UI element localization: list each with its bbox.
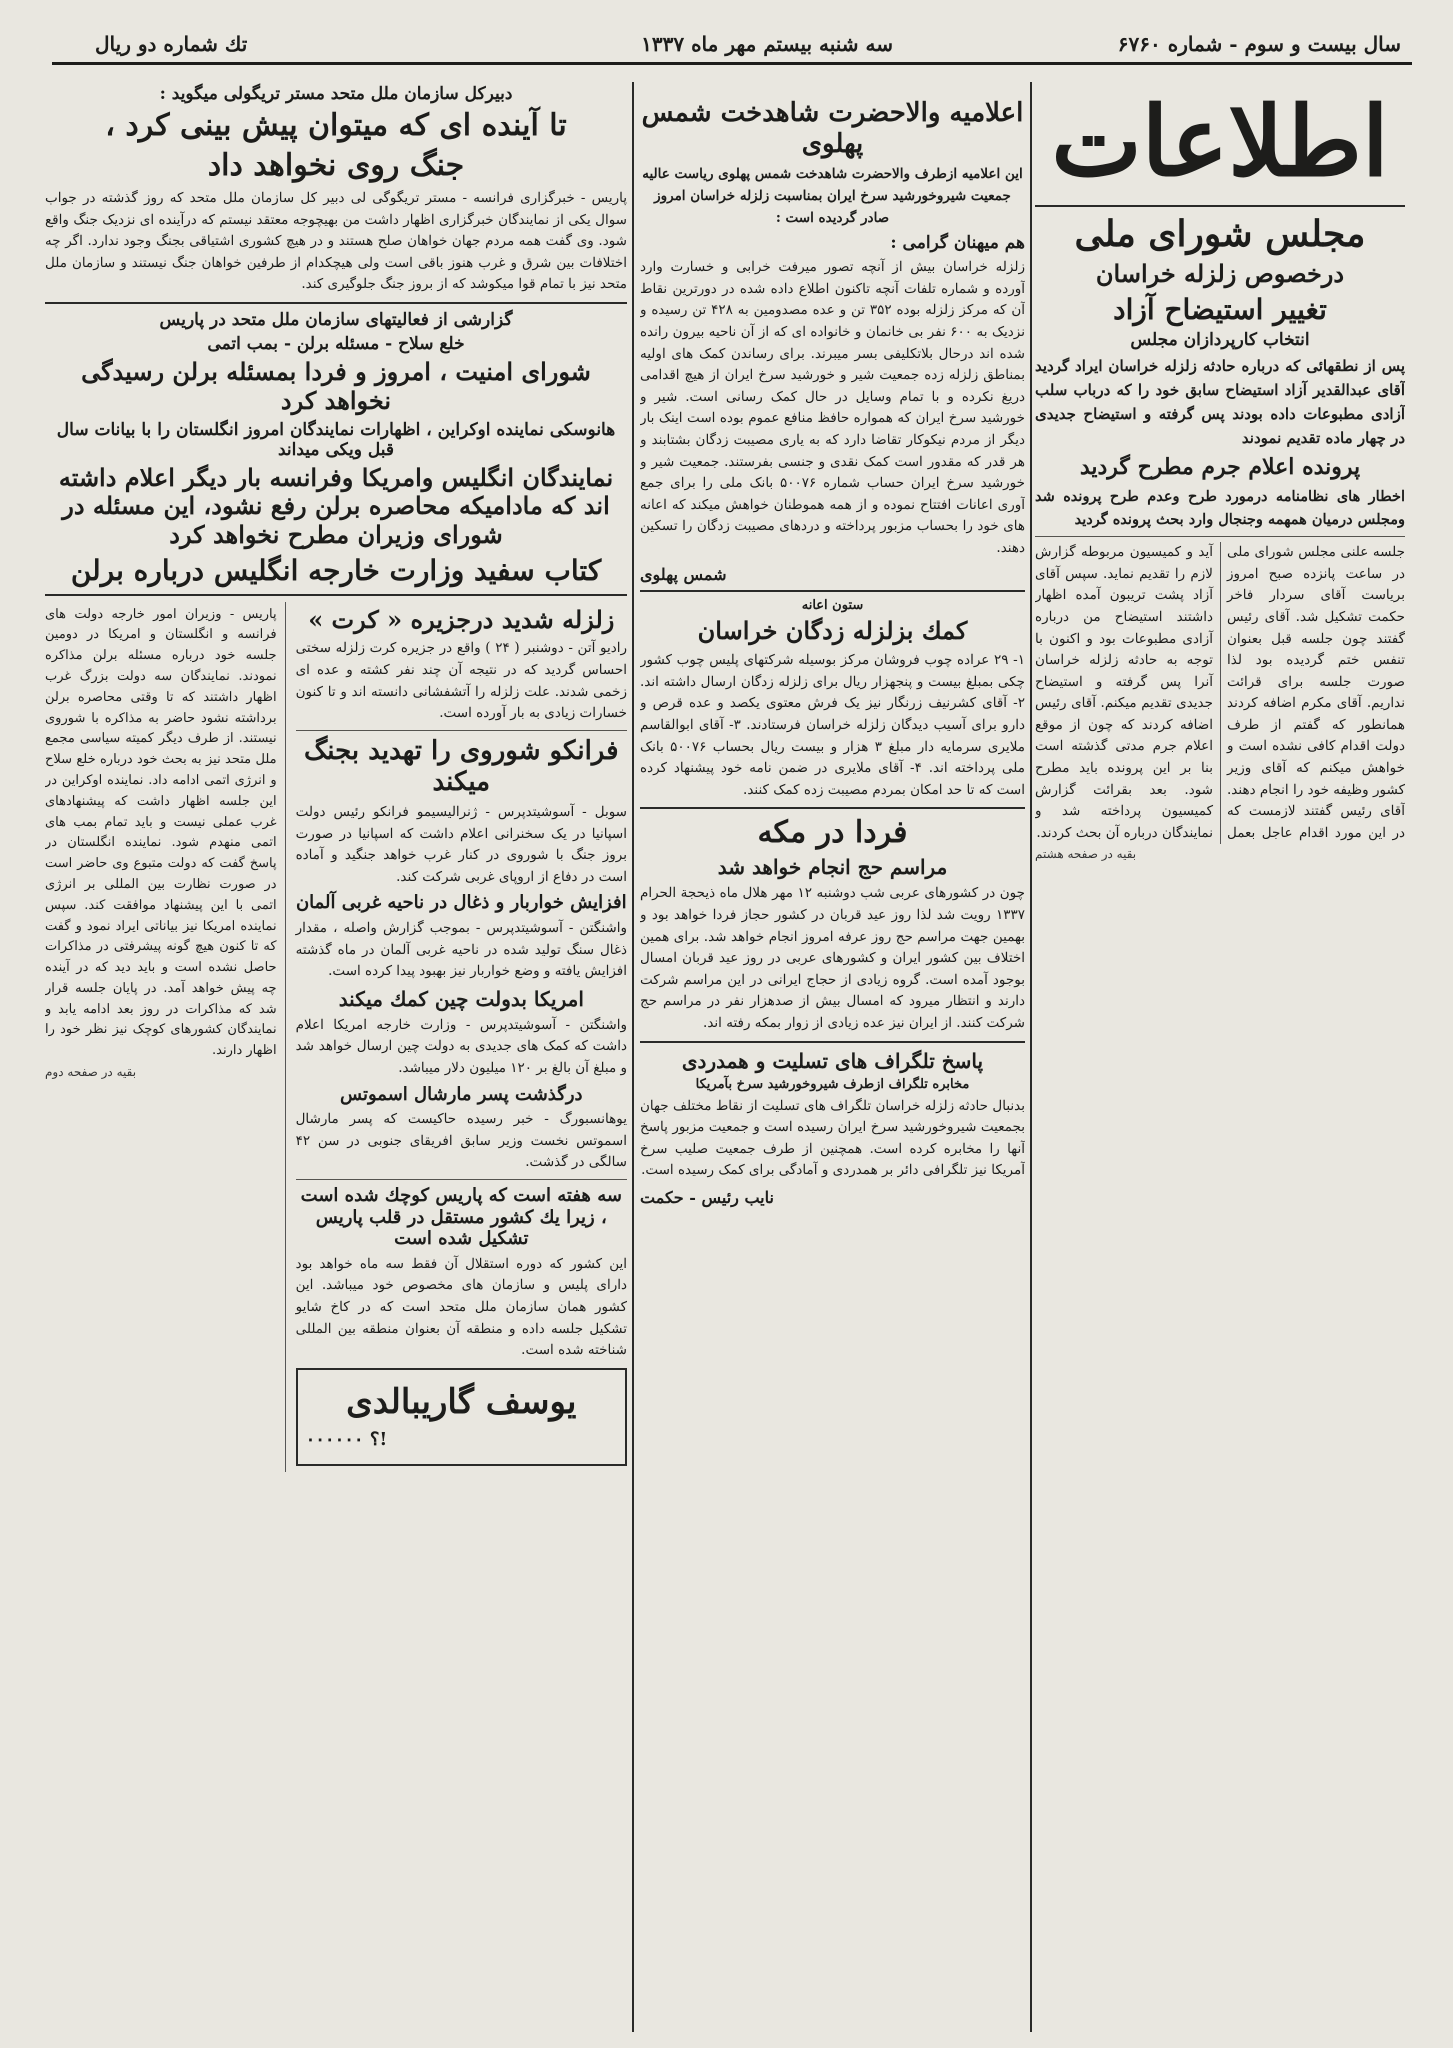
- right-column: [1035, 80, 1405, 2040]
- statement-body: زلزله خراسان بیش از آنچه تصور میرفت خرابی و خسارت وارد آورده و شماره تلفات آنچه تاکنون اطلاع داده شده در دورترین نقاط آن که مرکز زلزله بوده ۳۵۲ تن و عده مصدومین به ۴۲۸ تن رسیده و نزدیک به ۶۰۰ نفر بی خانمان و خانواده ای که از آن ناحیه بیرون رانده شده اند درحال بلاتکلیفی بسر میبرند. برای رساندن کمک های اولیه بمناطق زلزله زده جمعیت شیر و خورشید سرخ ایران از هیچ اقدامی دریغ نکرده و با تمام وسایل در حال کمک رسانی است. شیر و خورشید سرخ ایران که همواره حافظ منافع عموم بوده است اینک بار دیگر از مردم نیکوکار تقاضا دارد که به یاری مصیبت زدگان بشتابند و هر قدر که مقدور است کمک نقدی و جنسی بفرستند. جمعیت شیر و خورشید سرخ ایران حساب شماره ۵۰۰۷۶ بانک ملی را برای جمع آوری اعانات افتتاح نموده و از همه هموطنان خواهش میکند که اعانه های خود را بحساب مزبور پرداخته و دردهای مصیبت زدگان را تسکین دهند.: [640, 259, 1025, 556]
- masthead-logo: اطلاعات: [1051, 85, 1389, 198]
- session-report: جلسه علنی مجلس شورای ملی در ساعت پانزده صبح امروز بریاست آقای سردار فاخر حکمت تشکیل شد. آقای رئیس گفتند چون جلسه قبل بعنوان تنفس ختم گردیده بود لذا صورت جلسه برای قرائت نداریم. آقای مکرم اضافه کردند همانطور که گفتم از طرف دولت اقدام کافی نشده است و خواهش میکنم که آقای وزیر کشور وظیفه خود را انجام دهند. آقای رئیس گفتند لازمست که در این مورد اقدام عاجل بعمل آید و کمیسیون مربوطه گزارش لازم را تقدیم نماید. سپس آقای آزاد پشت تریبون آمده اظهار داشتند استیضاح من درباره آزادی مطبوعات بود و اکنون با توجه به حادثه زلزله خراسان آنرا پس گرفته و استیضاح جدیدی تقدیم میکنم. آقای رئیس اضافه کردند که چون از موقع اعلام جرم مدتی گذشته است بنا بر این پرونده باید مطرح شود. بعد بقرائت گزارش کمیسیون پرداخته شد و نمایندگان درباره آن بحث کردند.: [1035, 544, 1405, 841]
- franco-body: سوبل - آسوشیتدپرس - ژنرالیسیمو فرانکو رئیس دولت اسپانیا در یک سخنرانی اعلام داشت که اسپانیا در صورت بروز جنگ با شوروی در کنار غرب خواهد جنگید و آماده است در دفاع از اروپای غربی شرکت کند.: [295, 804, 627, 885]
- divider: [640, 590, 1025, 592]
- subhead-khorasan: درخصوص زلزله خراسان: [1095, 258, 1345, 288]
- divider: [640, 1041, 1025, 1043]
- headline-white-paper: کتاب سفید وزارت خارجه انگلیس درباره برلن: [70, 553, 602, 587]
- left-lower-main: [296, 602, 627, 1472]
- kicker-officers: انتخاب کارپردازان مجلس: [1130, 330, 1310, 351]
- divider: [45, 302, 627, 304]
- subhead-condolence: مخابره تلگراف ازطرف شیروخورشید سرخ بآمریکا: [695, 1076, 970, 1092]
- kicker-un: دبیرکل سازمان ملل متحد مستر تریگولی میگوید :: [159, 84, 513, 104]
- condolence-signature: نایب رئیس - حکمت: [640, 1187, 774, 1207]
- statement-intro: این اعلامیه ازطرف والاحضرت شاهدخت شمس پهلوی ریاست عالیه جمعیت شیروخورشید سرخ ایران بمناسبت زلزله خراسان امروز صادر گردیده است :: [642, 166, 1023, 226]
- salutation: هم میهنان گرامی :: [890, 233, 1025, 254]
- headline-majlis: مجلس شورای ملی: [1074, 212, 1366, 255]
- header-rule: [52, 62, 1412, 65]
- condolence-body: بدنبال حادثه زلزله خراسان تلگراف های تسلیت از نقاط مختلف جهان بجمعیت شیروخورشید سرخ ایران رسیده است و جمعیت مزبور پاسخ آنها را مخابره کرده است. همچنین از طرف جمعیت صلیب سرخ آمریکا نیز تلگرافی دائر بر همدردی و آمادگی برای کمک رسیده است.: [640, 1097, 1025, 1179]
- headline-china: امریکا بدولت چین کمك میکند: [338, 986, 584, 1011]
- signature: شمس پهلوی: [640, 565, 727, 585]
- headline-crete: زلزله شدید درجزیره « کرت »: [308, 604, 615, 634]
- headline-no-war: جنگ روی نخواهد داد: [207, 148, 465, 183]
- divider: [640, 807, 1025, 809]
- headline-condolence: پاسخ تلگراف های تسلیت و همدردی: [681, 1048, 984, 1073]
- center-column: [640, 80, 1025, 2040]
- continued-note: بقیه در صفحه هشتم: [1035, 847, 1137, 862]
- column-rule: [632, 82, 634, 2032]
- crete-body: رادیو آتن - دوشنبر ( ۲۴ ) واقع در جزیره کرت زلزله سختی احساس گردید که در نتیجه آن چند نفر کشته و عده ای زخمی شدند. علت زلزله را آتشفشانی دانسته اند و تا کنون خسارات زیادی به بار آورده است.: [295, 640, 627, 722]
- headline-coal: افزایش خواربار و ذغال در ناحیه غربی آلمان: [295, 892, 627, 914]
- headline-indictment: پرونده اعلام جرم مطرح گردید: [1079, 454, 1361, 481]
- kicker-ukraine: هانوسکی نماینده اوکراین ، اظهارات نمایندگان امروز انگلستان را با بیانات سال قبل ویکی میداند: [56, 419, 616, 460]
- headline-western-delegates: نمایندگان انگلیس وامریکا وفرانسه بار دیگر اعلام داشته اند که مادامیکه محاصره برلن رفع نشود، این مسئله در شورای وزیران مطرح نخواهد کرد: [58, 462, 614, 550]
- issue-volume: سال بیست و سوم - شماره ۶۷۶۰: [1117, 32, 1401, 56]
- subhead-hajj: مراسم حج انجام خواهد شد: [717, 855, 948, 880]
- lead-indictment: اخطار های نظامنامه درمورد طرح وعدم طرح پرونده شد ومجلس درمیان همهمه وجنجال وارد بحث پرونده گردید: [1035, 487, 1405, 528]
- serial-title: یوسف گاریبالدی: [346, 1381, 577, 1422]
- divider: [296, 1179, 627, 1180]
- left-lower-side: [45, 602, 286, 1472]
- left-lower-grid: [45, 602, 627, 1472]
- headline-paris-state: سه هفته است که پاریس کوچك شده است ، زیرا یك کشور مستقل در قلب پاریس تشکیل شده است: [300, 1185, 622, 1250]
- fund-body: ۱- ۲۹ عراده چوب فروشان مرکز بوسیله شرکتهای پلیس چوب کشور چکی بمبلغ بیست و پنجهزار ریال برای زلزله زدگان ارسال داشته اند. ۲- آقای کشرنیف زرنگار نیز یک فرش معتوی یکصد و عده قرص و دارو برای آسیب دیدگان زلزله خراسان فرستادند. ۳- آقای ابوالقاسم ملایری سرمایه دار مبلغ ۳ هزار و بیست ریال بحساب ۵۰۰۷۶ بانک ملی پرداخته اند. ۴- آقای ملایری در ضمن نامه خود پیشنهاد کرده است که تا حد امکان بمردم مصیبت زده کمک کنند.: [640, 652, 1025, 798]
- headline-fund: کمك بزلزله زدگان خراسان: [697, 616, 968, 646]
- side-continued: بقیه در صفحه دوم: [45, 1065, 137, 1080]
- headline-mecca: فردا در مکه: [757, 815, 908, 851]
- issue-price: تك شماره دو ریال: [95, 32, 248, 56]
- serial-box: [296, 1368, 627, 1466]
- divider: [1035, 205, 1405, 207]
- fund-label: ستون اعانه: [801, 598, 864, 614]
- side-column-body: پاریس - وزیران امور خارجه دولت های فرانسه و انگلستان و امریکا در دومین جلسه خود درباره مسئله برلن مذاکره نمودند. نمایندگان سه دولت بزرگ غرب اظهار داشتند که تا وقتی محاصره برلن برداشته نشود حاضر به مذاکره با شوروی نیستند. از طرف دیگر کمیته سیاسی مجمع ملل متحد نیز به بحث خود درباره خلع سلاح و انرژی اتمی ادامه داد. نماینده اوکراین در این جلسه اظهار داشت که پیشنهادهای غرب عملی نیست و باید تمام بمب های اتمی منهدم شود. نماینده انگلستان در پاسخ گفت که دولت متبوع وی حاضر است در صورت نظارت بین المللی بر انرژی اتمی با این پیشنهاد موافقت کند. سپس نماینده امریکا نیز بیاناتی ایراد نمود و گفت که تا کنون هیچ گونه پیشرفتی در مذاکرات حاصل نشده است و باید دید که در آینده چه پیش خواهد آمد. در پایان جلسه قرار شد که مذاکرات در روز بعد ادامه یابد و نمایندگان کشورهای کوچک نیز نظر خود را اظهار دارند.: [45, 606, 277, 1059]
- left-column: [45, 80, 627, 2040]
- column-rule: [1030, 82, 1032, 2032]
- mecca-body: چون در کشورهای عربی شب دوشنبه ۱۲ مهر هلال ماه ذیحجة الحرام ۱۳۳۷ رویت شد لذا روز عید قربان در کشور حجاز فردا خواهد بود و بهمین جهت مراسم حج روز عرفه امروز انجام خواهد شد. برای همین اختلاف بین کشور ایران و کشورهای عربی در روز عید قربان امسال بوجود آمده است. گروه زیادی از حجاج ایرانی در این مراسم شرکت دارند و انتظار میرود که امسال بیش از صدهزار نفر در مراسم حج شرکت کنند. از ایران نیز عده زیادی از زوار بمکه رفته اند.: [640, 885, 1025, 1031]
- headline-franco: فرانکو شوروی را تهدید بجنگ میکند: [304, 735, 619, 797]
- smuts-body: یوهانسبورگ - خبر رسیده حاکیست که پسر مارشال اسموتس نخست وزیر سابق افریقای جنوبی در سن ۴۲ سالگی در گذشت.: [295, 1111, 627, 1171]
- issue-date: سه شنبه بیستم مهر ماه ۱۳۳۷: [641, 32, 893, 56]
- kicker-paris-report: گزارشی از فعالیتهای سازمان ملل متحد در پاریس: [159, 309, 513, 330]
- un-body: پاریس - خبرگزاری فرانسه - مستر تریگوگی لی دبیر کل سازمان ملل متحد که روز گذشته در جواب سوال یکی از نمایندگان خبرگزاری اظهار داشت من بهیچوجه معتقد نیستم که درآینده ای نزدیک جنگ واقع شود. وی گفت همه مردم جهان خواهان صلح هستند و در هیچ کشوری اشتیاقی بجنگ وجود ندارد. اگر چه اختلافات بین شرق و غرب هنوز باقی است ولی هیچکدام از طرفین خواهان جنگ نیستند و سازمان ملل متحد نیز با تمام قوا میکوشد که از بروز جنگ جلوگیری کند.: [45, 190, 627, 293]
- headline-smuts: درگذشت پسر مارشال اسموتس: [340, 1083, 583, 1105]
- serial-number: !؟ ۰۰۰۰۰۰: [305, 1428, 388, 1450]
- lead-text: پس از نطقهائی که درباره حادثه زلزله خراسان ایراد گردید آقای عبدالقدیر آزاد استیضاح سابق خود را که درباب سلب آزادی مطبوعات داده بودند پس گرفته و استیضاح جدیدی در چهار ماده تقدیم نمودند: [1035, 357, 1405, 448]
- coal-body: واشنگتن - آسوشیتدپرس - بموجب گزارش واصله ، مقدار ذغال سنگ تولید شده در ناحیه غربی آلمان در ماه گذشته افزایش یافته و وضع خواربار نیز بهبود پیدا کرده است.: [295, 920, 627, 980]
- headline-future: تا آینده ای که میتوان پیش بینی کرد ،: [105, 108, 567, 143]
- headline-security-council: شورای امنیت ، امروز و فردا بمسئله برلن رسیدگی نخواهد کرد: [81, 356, 591, 415]
- subhead-impeachment: تغییر استیضاح آزاد: [1113, 292, 1327, 326]
- china-body: واشنگتن - آسوشیتدپرس - وزارت خارجه امریکا اعلام داشت که کمک های جدیدی به دولت چین ارسال خواهد شد و مبلغ آن بالغ بر ۱۲۰ میلیون دلار میباشد.: [295, 1016, 627, 1077]
- kicker-disarmament: خلع سلاح - مسئله برلن - بمب اتمی: [207, 333, 465, 354]
- paris-state-body: این کشور که دوره استقلال آن فقط سه ماه خواهد بود دارای پلیس و سازمان های مخصوص خود میباشد. این کشور همان سازمان ملل متحد است که در کاخ شایو تشکیل جلسه داده و منطقه آن بعنوان منطقه بین المللی شناخته شده است.: [295, 1255, 627, 1359]
- divider: [1035, 536, 1405, 537]
- divider: [45, 594, 627, 596]
- headline-shams-statement: اعلامیه والاحضرت شاهدخت شمس پهلوی: [641, 98, 1024, 160]
- divider: [296, 730, 627, 731]
